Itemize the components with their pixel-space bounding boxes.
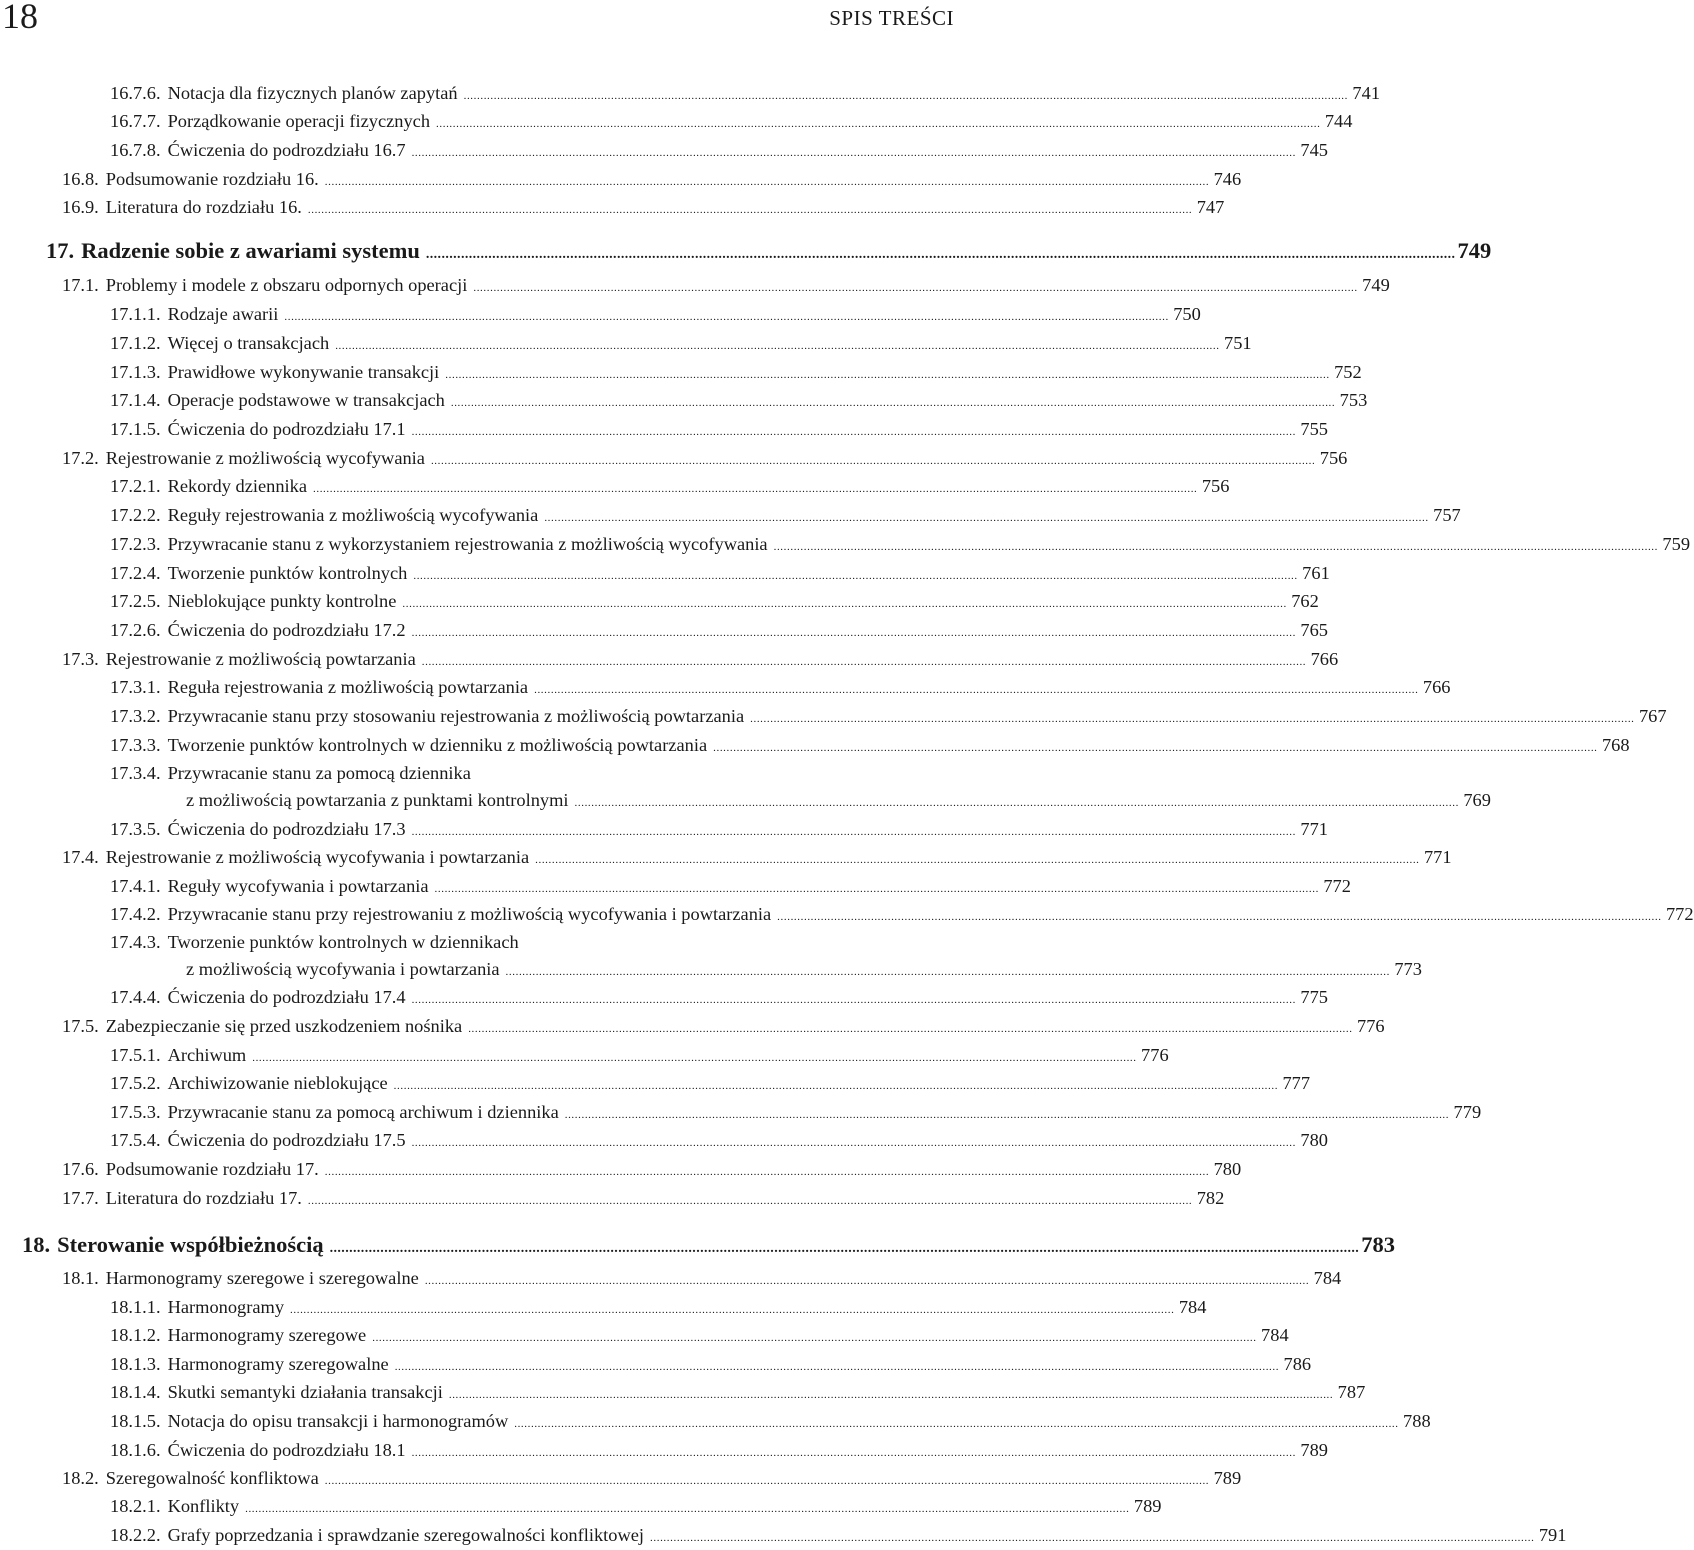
dot-leader xyxy=(402,592,1286,616)
toc-entry-first-line xyxy=(0,761,960,785)
dot-leader xyxy=(245,1497,1129,1521)
toc-entry xyxy=(0,902,1694,929)
toc-number: 18.1. xyxy=(62,1268,99,1288)
toc-number: 17.5. xyxy=(62,1016,99,1036)
toc-page: 789 xyxy=(1133,1496,1162,1516)
toc-number: 17.7. xyxy=(62,1188,99,1208)
toc-entry xyxy=(0,1186,1225,1213)
dot-leader xyxy=(308,1189,1192,1213)
toc-number: 17.3.2. xyxy=(110,706,161,726)
toc-entry xyxy=(0,388,1368,415)
toc-page: 788 xyxy=(1403,1411,1431,1431)
toc-entry xyxy=(0,417,1328,444)
toc-entry xyxy=(0,1323,1289,1350)
dot-leader xyxy=(426,240,1456,270)
toc-entry xyxy=(0,985,1328,1012)
dot-leader xyxy=(435,877,1319,901)
toc-number: 16.7.7. xyxy=(110,111,161,131)
toc-number: 17.1.5. xyxy=(110,419,161,439)
toc-number: 17.6. xyxy=(62,1159,99,1179)
toc-number: 17.1.4. xyxy=(110,390,161,410)
toc-title: Podsumowanie rozdziału 16. xyxy=(105,169,319,189)
dot-leader xyxy=(412,1131,1296,1155)
toc-number: 18.1.2. xyxy=(110,1325,161,1345)
toc-title: Podsumowanie rozdziału 17. xyxy=(105,1159,319,1179)
dot-leader xyxy=(412,621,1296,645)
toc-number: 17.3. xyxy=(62,649,99,669)
toc-entry xyxy=(0,1494,1162,1521)
toc-title: Rejestrowanie z możliwością powtarzania xyxy=(105,649,416,669)
toc-chapter xyxy=(0,1230,1395,1264)
toc-title: Ćwiczenia do podrozdziału 17.2 xyxy=(167,620,406,640)
toc-entry xyxy=(0,733,1630,760)
toc-title: Zabezpieczanie się przed uszkodzeniem nośnika xyxy=(105,1016,463,1036)
toc-number: 17.4. xyxy=(62,847,99,867)
toc-number: 17.2.3. xyxy=(110,534,161,554)
dot-leader xyxy=(774,535,1658,559)
dot-leader xyxy=(431,449,1315,473)
toc-number: 17.5.3. xyxy=(110,1102,161,1122)
toc-entry xyxy=(0,532,1691,559)
toc-number: 17.1.2. xyxy=(110,333,161,353)
toc-page: 749 xyxy=(1457,238,1492,263)
toc-page: 787 xyxy=(1337,1382,1366,1402)
toc-number: 17. xyxy=(46,238,75,263)
toc-entry xyxy=(0,817,1328,844)
toc-page: 741 xyxy=(1352,83,1381,103)
dot-leader xyxy=(290,1298,1174,1322)
toc-page: 779 xyxy=(1453,1102,1482,1122)
toc-entry xyxy=(0,195,1225,222)
page-number: 18 xyxy=(2,0,38,36)
toc-number: 18.2.2. xyxy=(110,1525,161,1545)
toc-number: 16.7.8. xyxy=(110,140,161,160)
toc-page: 776 xyxy=(1357,1016,1385,1036)
toc-page: 744 xyxy=(1324,111,1353,131)
dot-leader xyxy=(544,506,1428,530)
toc-page: 766 xyxy=(1310,649,1339,669)
toc-entry xyxy=(0,503,1461,530)
toc-entry xyxy=(0,647,1339,674)
dot-leader xyxy=(425,1269,1309,1293)
toc-entry xyxy=(0,845,1452,872)
toc-number: 17.3.3. xyxy=(110,735,161,755)
toc-number: 17.1. xyxy=(62,275,99,295)
toc-entry xyxy=(0,1100,1482,1127)
toc-page: 776 xyxy=(1141,1045,1169,1065)
dot-leader xyxy=(313,477,1197,501)
toc-entry xyxy=(0,1071,1311,1098)
toc-page: 765 xyxy=(1300,620,1328,640)
toc-entry xyxy=(0,167,1242,194)
toc-page: 777 xyxy=(1282,1073,1311,1093)
toc-page: 768 xyxy=(1601,735,1630,755)
dot-leader xyxy=(325,170,1209,194)
toc-title-continuation: z możliwością powtarzania z punktami kontrolnymi xyxy=(186,790,569,810)
dot-leader xyxy=(506,960,1390,984)
toc-title: Notacja do opisu transakcji i harmonogramów xyxy=(167,1411,509,1431)
dot-leader xyxy=(325,1160,1209,1184)
dot-leader xyxy=(534,678,1418,702)
dot-leader xyxy=(412,420,1296,444)
toc-title: Rejestrowanie z możliwością wycofywania i powtarzania xyxy=(105,847,530,867)
toc-title: Grafy poprzedzania i sprawdzanie szeregowalności konfliktowej xyxy=(167,1525,645,1545)
toc-number: 17.4.3. xyxy=(110,932,161,952)
toc-number: 17.2.4. xyxy=(110,563,161,583)
toc-entry xyxy=(0,675,1451,702)
toc-number: 17.5.4. xyxy=(110,1130,161,1150)
dot-leader xyxy=(325,1469,1209,1493)
toc-title: Notacja dla fizycznych planów zapytań xyxy=(167,83,458,103)
toc-page: 761 xyxy=(1302,563,1330,583)
dot-leader xyxy=(777,905,1661,929)
dot-leader xyxy=(451,391,1335,415)
toc-page: 746 xyxy=(1213,169,1242,189)
toc-title: Ćwiczenia do podrozdziału 17.4 xyxy=(167,987,406,1007)
toc-number: 18.1.4. xyxy=(110,1382,161,1402)
toc-entry xyxy=(0,1523,1567,1550)
dot-leader xyxy=(395,1355,1279,1379)
toc-number: 17.1.3. xyxy=(110,362,161,382)
toc-title: Harmonogramy szeregowalne xyxy=(167,1354,389,1374)
toc-number: 17.5.2. xyxy=(110,1073,161,1093)
toc-page: 784 xyxy=(1178,1297,1207,1317)
toc-page: 780 xyxy=(1213,1159,1242,1179)
toc-title: Harmonogramy xyxy=(167,1297,285,1317)
dot-leader xyxy=(284,305,1168,329)
toc-entry xyxy=(0,1380,1366,1407)
toc-entry xyxy=(0,1043,1169,1070)
toc-chapter xyxy=(0,236,1492,270)
toc-page: 749 xyxy=(1362,275,1390,295)
dot-leader xyxy=(473,276,1357,300)
toc-page: 783 xyxy=(1361,1232,1395,1257)
toc-entry xyxy=(0,1409,1431,1436)
dot-leader xyxy=(252,1046,1136,1070)
toc-title: Nieblokujące punkty kontrolne xyxy=(167,591,397,611)
toc-page: 782 xyxy=(1196,1188,1225,1208)
dot-leader xyxy=(413,564,1297,588)
toc-title: Szeregowalność konfliktowa xyxy=(105,1468,319,1488)
toc-entry xyxy=(0,1266,1342,1293)
toc-entry xyxy=(0,81,1381,108)
dot-leader xyxy=(412,988,1296,1012)
toc-entry xyxy=(0,1352,1312,1379)
toc-number: 17.2.5. xyxy=(110,591,161,611)
dot-leader xyxy=(422,650,1306,674)
dot-leader xyxy=(372,1326,1256,1350)
toc-entry xyxy=(0,1466,1242,1493)
toc-page: 771 xyxy=(1300,819,1328,839)
toc-page: 757 xyxy=(1433,505,1461,525)
toc-number: 18.2. xyxy=(62,1468,99,1488)
toc-page: 752 xyxy=(1334,362,1362,382)
toc-number: 17.1.1. xyxy=(110,304,161,324)
toc-page: 780 xyxy=(1300,1130,1328,1150)
toc-entry xyxy=(0,704,1667,731)
toc-title: Ćwiczenia do podrozdziału 18.1 xyxy=(167,1440,406,1460)
dot-leader xyxy=(436,112,1320,136)
toc-entry xyxy=(0,138,1328,165)
toc-title: Reguły rejestrowania z możliwością wycofywania xyxy=(167,505,539,525)
toc-title: Tworzenie punktów kontrolnych w dzienniku z możliwością powtarzania xyxy=(167,735,708,755)
dot-leader xyxy=(330,1234,1360,1264)
toc-entry-first-line xyxy=(0,930,960,954)
dot-leader xyxy=(565,1103,1449,1127)
toc-title: Archiwizowanie nieblokujące xyxy=(167,1073,388,1093)
toc-entry xyxy=(0,589,1319,616)
toc-page: 789 xyxy=(1300,1440,1328,1460)
dot-leader xyxy=(750,707,1634,731)
dot-leader xyxy=(535,848,1419,872)
toc-page: 766 xyxy=(1422,677,1451,697)
toc-title: Skutki semantyki działania transakcji xyxy=(167,1382,443,1402)
toc-entry xyxy=(0,360,1362,387)
toc-number: 17.3.1. xyxy=(110,677,161,697)
toc-page: 791 xyxy=(1538,1525,1567,1545)
toc-title: Ćwiczenia do podrozdziału 17.5 xyxy=(167,1130,406,1150)
toc-entry xyxy=(0,109,1353,136)
dot-leader xyxy=(335,334,1219,358)
toc-number: 18.1.3. xyxy=(110,1354,161,1374)
toc-number: 18.1.1. xyxy=(110,1297,161,1317)
toc-title: Harmonogramy szeregowe i szeregowalne xyxy=(105,1268,419,1288)
dot-leader xyxy=(650,1526,1534,1550)
toc-page: 784 xyxy=(1261,1325,1289,1345)
toc-number: 18.2.1. xyxy=(110,1496,161,1516)
toc-title: Ćwiczenia do podrozdziału 17.3 xyxy=(167,819,406,839)
toc-page: 775 xyxy=(1300,987,1328,1007)
toc-page: 747 xyxy=(1196,197,1225,217)
toc-title: Harmonogramy szeregowe xyxy=(167,1325,367,1345)
toc-page: 755 xyxy=(1300,419,1328,439)
toc-entry xyxy=(0,561,1330,588)
toc-title: Ćwiczenia do podrozdziału 16.7 xyxy=(167,140,406,160)
toc-title-continuation: z możliwością wycofywania i powtarzania xyxy=(186,959,500,979)
toc-title: Rekordy dziennika xyxy=(167,476,307,496)
toc-title: Operacje podstawowe w transakcjach xyxy=(167,390,445,410)
toc-number: 17.4.2. xyxy=(110,904,161,924)
toc-page: 772 xyxy=(1665,904,1694,924)
toc-number: 17.5.1. xyxy=(110,1045,161,1065)
toc-page: 751 xyxy=(1224,333,1252,353)
toc-title: Przywracanie stanu za pomocą archiwum i dziennika xyxy=(167,1102,559,1122)
toc-title: Sterowanie współbieżnością xyxy=(57,1232,324,1257)
toc-page: 786 xyxy=(1283,1354,1312,1374)
toc-entry xyxy=(0,874,1351,901)
toc-title: Porządkowanie operacji fizycznych xyxy=(167,111,431,131)
toc-page: 762 xyxy=(1291,591,1319,611)
dot-leader xyxy=(449,1383,1333,1407)
toc-page: 756 xyxy=(1319,448,1348,468)
toc-entry xyxy=(0,446,1348,473)
toc-title: Konflikty xyxy=(167,1496,240,1516)
toc-entry xyxy=(0,302,1201,329)
toc-number: 17.2.2. xyxy=(110,505,161,525)
toc-title: Problemy i modele z obszaru odpornych operacji xyxy=(105,275,468,295)
toc-entry xyxy=(0,618,1328,645)
toc-page: 753 xyxy=(1339,390,1368,410)
toc-number: 16.8. xyxy=(62,169,99,189)
toc-number: 17.4.4. xyxy=(110,987,161,1007)
toc-entry xyxy=(0,474,1230,501)
toc-page: 756 xyxy=(1201,476,1230,496)
toc-title: Ćwiczenia do podrozdziału 17.1 xyxy=(167,419,406,439)
dot-leader xyxy=(468,1017,1352,1041)
toc-number: 17.2. xyxy=(62,448,99,468)
toc-number: 17.2.6. xyxy=(110,620,161,640)
toc-entry xyxy=(0,1157,1242,1184)
toc-page: 769 xyxy=(1463,790,1491,810)
toc-title: Reguła rejestrowania z możliwością powtarzania xyxy=(167,677,529,697)
toc-title: Reguły wycofywania i powtarzania xyxy=(167,876,429,896)
dot-leader xyxy=(394,1074,1278,1098)
toc-number: 17.4.1. xyxy=(110,876,161,896)
toc-page: 771 xyxy=(1423,847,1452,867)
toc-entry xyxy=(0,331,1252,358)
toc-title: Rejestrowanie z możliwością wycofywania xyxy=(105,448,425,468)
dot-leader xyxy=(575,791,1459,815)
dot-leader xyxy=(412,1441,1296,1465)
toc-title: Tworzenie punktów kontrolnych xyxy=(167,563,408,583)
toc-number: 16.9. xyxy=(62,197,99,217)
toc-number: 18. xyxy=(22,1232,51,1257)
dot-leader xyxy=(445,363,1329,387)
toc-page: 750 xyxy=(1173,304,1201,324)
toc-entry-continuation xyxy=(0,788,1491,815)
toc-title: Przywracanie stanu przy rejestrowaniu z możliwością wycofywania i powtarzania xyxy=(167,904,772,924)
toc-entry xyxy=(0,1438,1328,1465)
toc-number: 17.2.1. xyxy=(110,476,161,496)
toc-entry xyxy=(0,1295,1207,1322)
dot-leader xyxy=(464,84,1348,108)
toc-number: 17.3.4. xyxy=(110,763,161,783)
toc-page: 759 xyxy=(1662,534,1691,554)
dot-leader xyxy=(412,820,1296,844)
running-head: SPIS TREŚCI xyxy=(829,6,954,30)
toc-title: Literatura do rozdziału 17. xyxy=(105,1188,302,1208)
toc-entry xyxy=(0,1014,1385,1041)
dot-leader xyxy=(514,1412,1398,1436)
toc-page: 789 xyxy=(1213,1468,1242,1488)
toc-title: Przywracanie stanu z wykorzystaniem rejestrowania z możliwością wycofywania xyxy=(167,534,768,554)
toc-number: 17.3.5. xyxy=(110,819,161,839)
toc-title: Literatura do rozdziału 16. xyxy=(105,197,302,217)
toc-title: Radzenie sobie z awariami systemu xyxy=(81,238,420,263)
toc-title: Rodzaje awarii xyxy=(167,304,279,324)
toc-page: 772 xyxy=(1323,876,1351,896)
toc-title: Archiwum xyxy=(167,1045,247,1065)
toc-number: 18.1.6. xyxy=(110,1440,161,1460)
toc-title: Tworzenie punktów kontrolnych w dziennikach xyxy=(167,932,519,952)
toc-title: Przywracanie stanu przy stosowaniu rejestrowania z możliwością powtarzania xyxy=(167,706,745,726)
toc-entry xyxy=(0,273,1390,300)
toc-number: 18.1.5. xyxy=(110,1411,161,1431)
toc-page: 784 xyxy=(1313,1268,1342,1288)
toc-page: 745 xyxy=(1300,140,1328,160)
toc-page: 767 xyxy=(1638,706,1667,726)
dot-leader xyxy=(412,141,1296,165)
dot-leader xyxy=(308,198,1192,222)
toc-title: Prawidłowe wykonywanie transakcji xyxy=(167,362,440,382)
toc-title: Przywracanie stanu za pomocą dziennika xyxy=(167,763,471,783)
dot-leader xyxy=(713,736,1597,760)
toc-entry-continuation xyxy=(0,957,1422,984)
toc-entry xyxy=(0,1128,1328,1155)
toc-title: Więcej o transakcjach xyxy=(167,333,330,353)
toc-number: 16.7.6. xyxy=(110,83,161,103)
toc-page: 773 xyxy=(1394,959,1422,979)
